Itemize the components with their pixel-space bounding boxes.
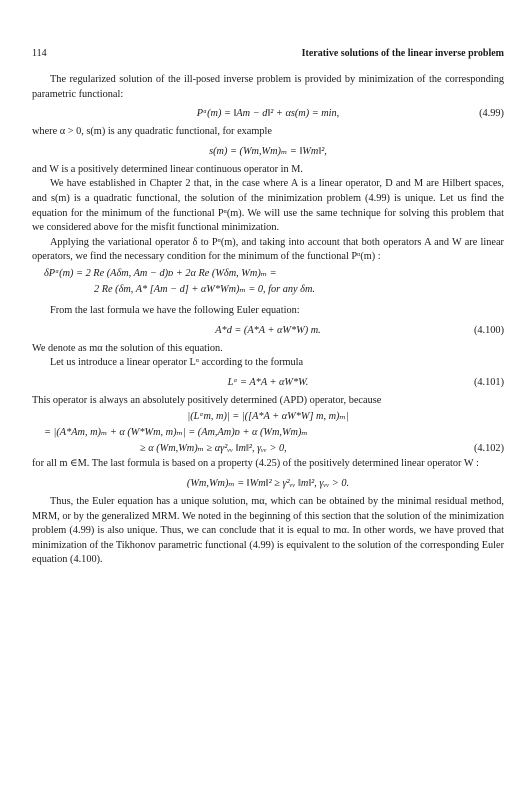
equation-4-102-line3 [32,441,504,456]
paragraph-apd: This operator is always an absolutely positively determined (APD) operator, because [32,394,382,406]
equation-variation-line2 [32,282,504,297]
equation-4-102-line2-body: = |(A*Am, m)ₘ + α (W*Wm, m)ₘ| = (Am,Am)ᴅ + α (Wm,Wm)ₘ [44,427,308,439]
equation-w-bound-body: (Wm,Wm)ₘ = ‖Wm‖² ≥ γ²ᵥᵥ ‖m‖², γᵥᵥ > 0. [186,477,350,489]
paragraph-property: for all m ∈M. The last formula is based on a property (4.25) of the positively determined linear operator W : [32,458,479,470]
paragraph-where-alpha: where α > 0, s(m) is any quadratic functional, for example [32,126,272,138]
equation-4-99-body: Pᵅ(m) = ‖Am − d‖² + αs(m) = min, [196,108,340,120]
equation-4-102-line2 [32,425,504,440]
paragraph-denote: We denote as mα the solution of this equation. [32,342,223,354]
running-title: Iterative solutions of the linear inverse problem [301,48,504,59]
equation-4-100 [32,323,504,338]
equation-w-bound [32,476,504,491]
paragraph-variational: Applying the variational operator δ to Pᵅ(m), and taking into account that both operators A and W are linear operators, we find the necessary condition for the minimum of the functional Pᵅ(m) : [32,236,504,263]
equation-variation-line2-body: 2 Re (δm, A* [Am − d] + αW*Wm)ₘ = 0, for any δm. [94,283,315,295]
paragraph-euler-intro: From the last formula we have the following Euler equation: [50,304,300,316]
equation-4-102-line1-body: |(Lᵅm, m)| = |([A*A + αW*W] m, m)ₘ| [187,411,349,423]
equation-4-102-line1 [32,409,504,424]
page-number: 114 [32,48,47,59]
equation-variation-line1 [32,266,504,281]
paragraph-conclusion: Thus, the Euler equation has a unique solution, mα, which can be obtained by the minimal residual method, MRM, or by the generalized MRM. We noted in the beginning of this section that the solution of the minimization problem (4.99) is also unique. Thus, we can conclude that it is equal to mα. In other words, we have proved that minimization of the Tikhonov parametric functional (4.99) is equivalent to the solution of the corresponding Euler equation (4.100). [32,495,504,566]
equation-4-102-number: (4.102) [473,443,504,455]
equation-variation-line1-body: δPᵅ(m) = 2 Re (Aδm, Am − d)ᴅ + 2α Re (Wδm, Wm)ₘ = [44,267,277,279]
paragraph-intro: The regularized solution of the ill-posed inverse problem is provided by minimization of the corresponding parametric functional: [32,74,504,100]
equation-4-101-number: (4.101) [473,376,504,388]
equation-stabilizer [32,144,504,159]
equation-4-100-body: A*d = (A*A + αW*W) m. [215,324,321,336]
equation-4-100-number: (4.100) [473,324,504,336]
paragraph-operator-w: and W is a positively determined linear continuous operator in M. [32,163,303,175]
paragraph-chapter2: We have established in Chapter 2 that, in the case where A is a linear operator, D and M are Hilbert spaces, and s(m) is a quadratic functional, the solution of the minimization problem (4.99) is unique. Let us find the equation for the minimum of the functional Pᵅ(m). We will use the same technique for solving this problem that we considered above for the misfit functional minimization. [32,178,504,234]
equation-4-102-line3-body: ≥ α (Wm,Wm)ₘ ≥ αγ²ᵥᵥ ‖m‖², γᵥᵥ > 0, [140,443,287,455]
paragraph-introduce-operator: Let us introduce a linear operator Lᵅ according to the formula [50,357,304,369]
equation-4-101-body: Lᵅ = A*A + αW*W. [227,376,309,388]
equation-stabilizer-body: s(m) = (Wm,Wm)ₘ = ‖Wm‖², [209,145,327,157]
book-page [32,48,504,568]
equation-4-101 [32,375,504,390]
equation-4-99-number: (4.99) [479,108,504,120]
equation-4-99 [32,106,504,121]
running-header [32,48,504,59]
